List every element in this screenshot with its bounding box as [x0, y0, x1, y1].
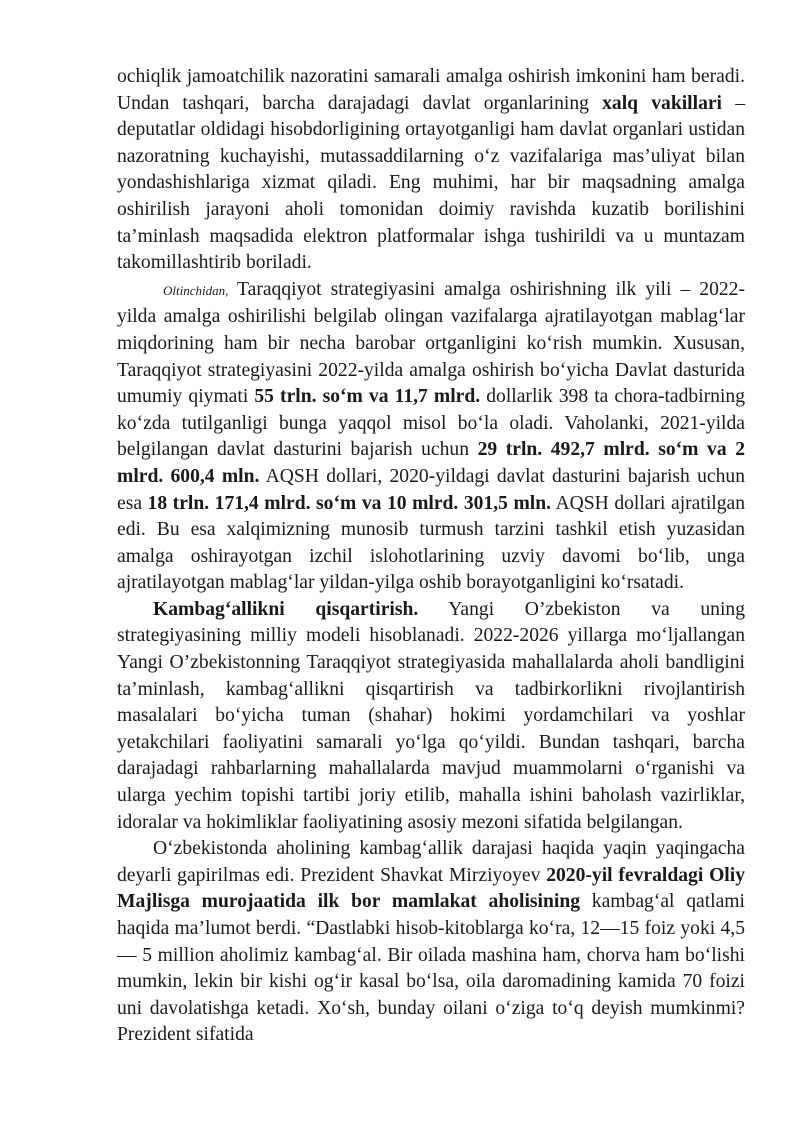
bold-phrase-murojaat: 2020-yil fevraldagi Oliy Majlisga murojaatida ilk bor mamlakat aholisining: [117, 864, 745, 913]
paragraph-4: [117, 836, 745, 1049]
text-run: Yangi O’zbekiston va uning strategiyasining milliy modeli hisoblanadi. 2022-2026 yillarga mo‘ljallangan Yangi O’zbekistonning Taraqqiyot strategiyasida mahallalarda aholi bandligini ta’minlash, kambag‘allikni qisqartirish va tadbirkorlikni rivojlantirish masalalari bo‘yicha tuman (shahar) hokimi yordamchilari va yoshlar yetakchilari faoliyatini samarali yo‘lga qo‘yildi. Bundan tashqari, barcha darajadagi rahbarlarning mahallalarda mavjud muammolarni o‘rganishi va ularga yechim topishi tartibi joriy etilib, mahalla ishini baholash vazirliklar, idoralar va hokimliklar faoliyatining asosiy mezoni sifatida belgilangan.: [117, 598, 746, 833]
text-run: kambag‘al qatlami haqida ma’lumot berdi. “Dastlabki hisob-kitoblarga ko‘ra, 12—15 foiz yoki 4,5 — 5 million aholimiz kambag‘al. Bir oilada mashina ham, chorva ham bo‘lishi mumkin, lekin bir kishi og‘ir kasal bo‘lsa, oila daromadining kamida 70 foizi uni davolatishga ketadi. Xo‘sh, bunday oilani o‘ziga to‘q deyish mumkinmi? Prezident sifatida: [117, 891, 745, 1046]
paragraph-1: [117, 64, 745, 277]
text-run: AQSH dollari ajratilgan edi. Bu esa xalqimizning munosib turmush tarzini tashkil etish yuzasidan amalga oshirayotgan izchil islohotlarining uzviy davomi bo‘lib, unga ajratilayotgan mablag‘lar yildan-yilga oshib borayotganligini ko‘rsatadi.: [117, 492, 745, 594]
paragraph-lead-word: Oltinchidan,: [163, 282, 229, 298]
text-run: dollarlik 398 ta chora-tadbirning ko‘zda tutilganligi bunga yaqqol misol bo‘la oladi. Vaholanki, 2021-yilda belgilangan davlat dasturini bajarish uchun: [117, 386, 746, 461]
paragraph-3: [117, 597, 745, 836]
bold-amount-2021: 29 trln. 492,7 mlrd. so‘m va 2 mlrd. 600,4 mln.: [117, 439, 746, 487]
text-run: – deputatlar oldidagi hisobdorligining ortayotganligi ham davlat organlari ustidan nazoratning kuchayishi, mutassaddilarning o‘z vazifalariga mas’uliyat bilan yondashishlariga xizmat qiladi. Eng muhimi, har bir maqsadning amalga oshirilish jarayoni aholi tomonidan doimiy ravishda kuzatib borilishini ta’minlash maqsadida elektron platformalar ishga tushirildi va u muntazam takomillashtirib boriladi.: [117, 92, 745, 274]
bold-amount-2022: 55 trln. so‘m va 11,7 mlrd.: [254, 386, 481, 408]
text-run: Taraqqiyot strategiyasini amalga oshirishning ilk yili – 2022-yilda amalga oshirilishi belgilab olingan vazifalarga ajratilayotgan mablag‘lar miqdorining ham bir necha barobar ortganligini ko‘rish mumkin. Xususan, Taraqqiyot strategiyasini 2022-yilda amalga oshirish bo‘yicha Davlat dasturida umumiy qiymati: [117, 278, 745, 408]
text-run: AQSH dollari, 2020-yildagi davlat dasturini bajarish uchun esa: [117, 465, 745, 514]
text-run: O‘zbekistonda aholining kambag‘allik darajasi haqida yaqin yaqingacha deyarli gapirilmas edi. Prezident Shavkat Mirziyoyev: [117, 838, 745, 886]
text-run: ochiqlik jamoatchilik nazoratini samarali amalga oshirish imkonini ham beradi. Undan tashqari, barcha darajadagi davlat organlarining: [117, 66, 745, 114]
section-heading-kambagallik: Kambag‘allikni qisqartirish.: [153, 598, 419, 620]
paragraph-2: [117, 277, 745, 597]
document-page: [117, 64, 745, 1049]
bold-amount-2020: 18 trln. 171,4 mlrd. so‘m va 10 mlrd. 301,5 mln.: [147, 492, 552, 514]
bold-term-xalq-vakillari: xalq vakillari: [602, 92, 723, 114]
